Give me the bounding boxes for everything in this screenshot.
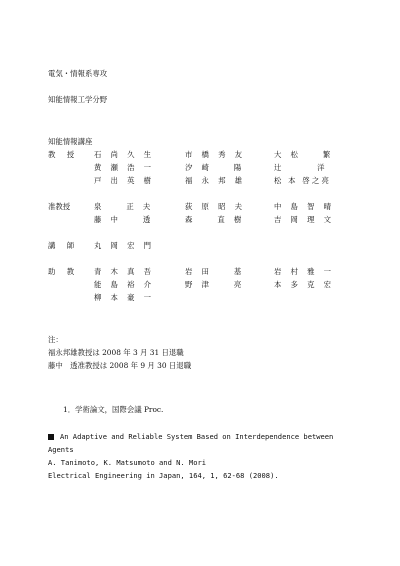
staff-row: [0, 151, 400, 161]
rank-label: 教 授: [48, 150, 77, 159]
field-title: 知能情報工学分野: [48, 95, 108, 104]
paper-title: [48, 433, 333, 440]
note-item: 福永邦雄教授は 2008 年 3 月 31 日退職: [48, 348, 184, 357]
staff-name: 本 多 克 宏: [274, 280, 335, 289]
staff-row: [0, 281, 400, 291]
staff-name: 森 直 樹: [185, 215, 245, 224]
staff-name: 黄 瀬 浩 一: [94, 163, 155, 172]
staff-row: [0, 177, 400, 187]
rank-label: 准教授: [48, 202, 71, 211]
staff-row: [0, 164, 400, 174]
paper-venue: Electrical Engineering in Japan, 164, 1, 62-68 (2008).: [48, 471, 279, 480]
paper-authors: A. Tanimoto, K. Matsumoto and N. Mori: [48, 458, 207, 467]
bullet-square-icon: [48, 434, 54, 440]
note-item: 藤中 透准教授は 2008 年 9 月 30 日退職: [48, 361, 192, 370]
staff-name: 岩 田 基: [185, 267, 245, 276]
staff-name: 藤 中 透: [94, 215, 154, 224]
staff-name: 石 尚 久 生: [94, 150, 155, 159]
staff-name: 野 津 亮: [185, 280, 245, 289]
staff-name: 福 永 邦 雄: [185, 176, 246, 185]
staff-name: 市 橋 秀 友: [185, 150, 246, 159]
staff-name: 吉 岡 理 文: [274, 215, 335, 224]
paper-title-line2: Agents: [48, 445, 74, 454]
chair-title: 知能情報講座: [48, 137, 93, 146]
staff-name: 岩 村 雅 一: [274, 267, 335, 276]
rank-label: 助 教: [48, 267, 77, 276]
staff-row: [0, 216, 400, 226]
staff-name: 松 本 啓之亮: [274, 176, 332, 185]
staff-name: 丸 岡 宏 門: [94, 241, 155, 250]
staff-name: 荻 原 昭 夫: [185, 202, 246, 211]
staff-row: [0, 203, 400, 213]
staff-name: 能 島 裕 介: [94, 280, 155, 289]
staff-row: [0, 242, 400, 252]
department-title: 電気・情報系専攻: [48, 69, 108, 78]
staff-row: [0, 268, 400, 278]
staff-name: 汐 崎 陽: [185, 163, 245, 172]
staff-name: 柳 本 豪 一: [94, 293, 155, 302]
staff-name: 大 松 繁: [274, 150, 334, 159]
staff-name: 中 島 智 晴: [274, 202, 335, 211]
paper-title-line1: An Adaptive and Reliable System Based on Interdependence between: [60, 432, 334, 441]
section-heading: 1．学術論文，国際会議 Proc.: [63, 405, 164, 414]
staff-name: 青 木 真 吾: [94, 267, 155, 276]
staff-name: 辻 洋: [274, 163, 328, 172]
staff-name: 戸 出 英 樹: [94, 176, 155, 185]
rank-label: 講 師: [48, 241, 77, 250]
notes-label: 注：: [48, 335, 63, 344]
staff-row: [0, 294, 400, 304]
staff-name: 泉 正 夫: [94, 202, 154, 211]
